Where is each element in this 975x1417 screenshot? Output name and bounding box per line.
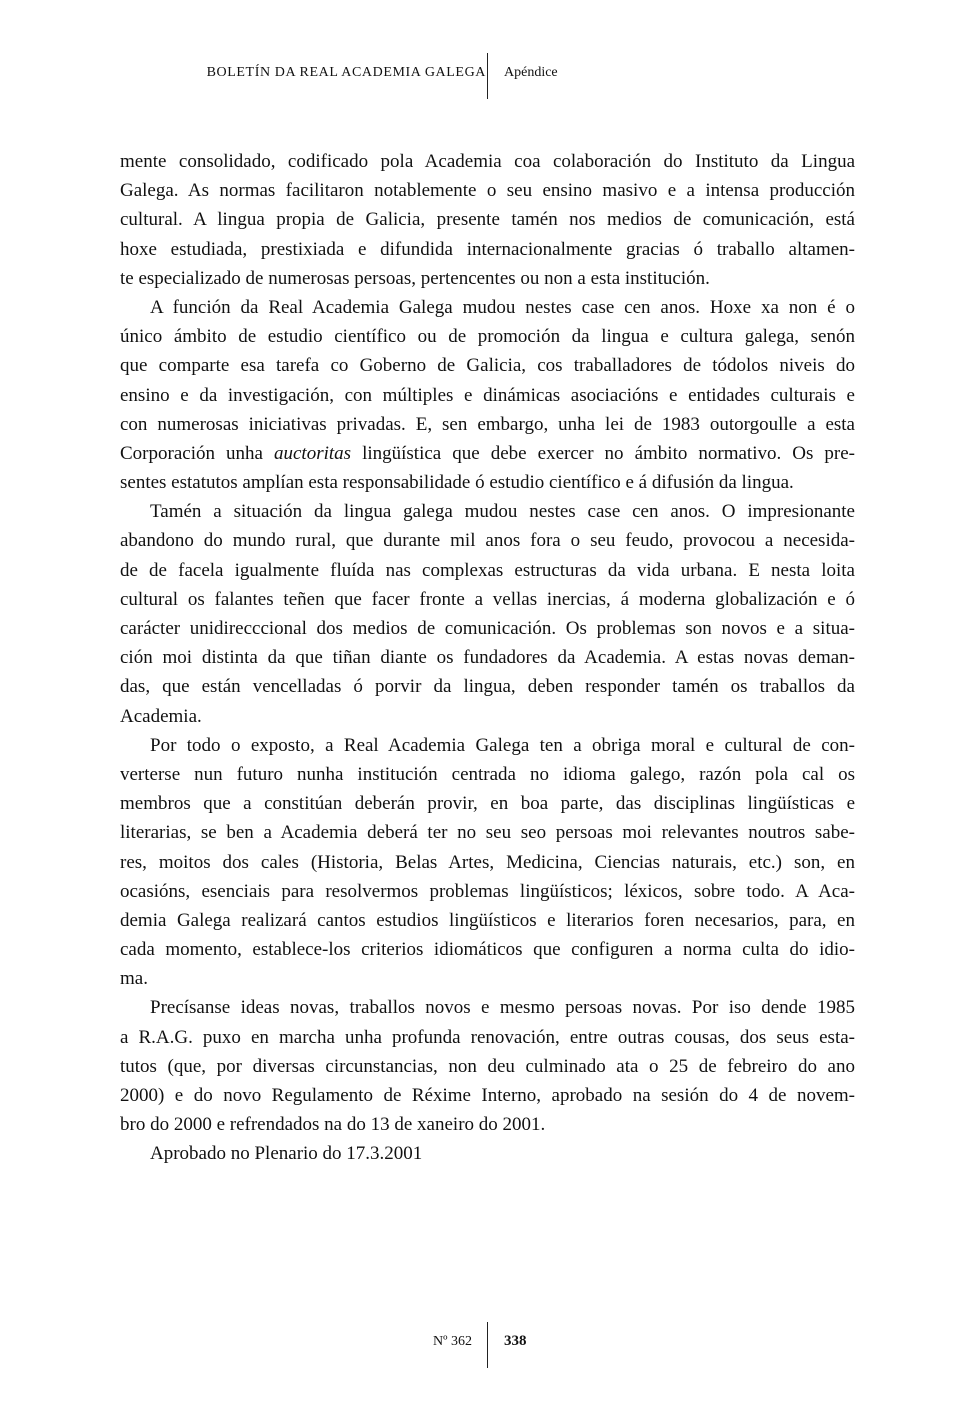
section-title: Apéndice: [504, 65, 558, 80]
footer-divider: [487, 1322, 488, 1368]
text-line: sentes estatutos amplían esta responsabilidade ó estudio científico e á difusión da lingua.: [120, 472, 794, 494]
approval-note: [120, 1139, 855, 1168]
text-line: ma.: [120, 968, 148, 990]
text-line: único ámbito de estudio científico ou de promoción da lingua e cultura galega, senón: [120, 326, 855, 348]
text-line: das, que están vencelladas ó porvir da lingua, deben responder tamén os traballos da: [120, 676, 855, 698]
text-line: cultural os falantes teñen que facer fronte a vellas inercias, á moderna globalización e ó: [120, 588, 855, 610]
body-text: [120, 147, 855, 1169]
text-line: Aprobado no Plenario do 17.3.2001: [150, 1143, 423, 1165]
text-line: Precísanse ideas novas, traballos novos e mesmo persoas novas. Por iso dende 1985: [150, 997, 855, 1019]
text-line: ensino e da investigación, con múltiples e dinámicas asociacións e entidades culturais e: [120, 384, 855, 406]
running-header: [0, 50, 975, 100]
text-line: bro do 2000 e refrendados na do 13 de xaneiro do 2001.: [120, 1114, 546, 1136]
text-line: cultural. A lingua propia de Galicia, presente tamén nos medios de comunicación, está: [120, 209, 855, 231]
text-line: literarias, se ben a Academia deberá ter no seu seo persoas moi relevantes noutros sabe-: [120, 822, 855, 844]
text-line: 2000) e do novo Regulamento de Réxime Interno, aprobado na sesión do 4 de novem-: [120, 1085, 855, 1106]
text-line: a R.A.G. puxo en marcha unha profunda renovación, entre outras cousas, dos seus esta-: [120, 1026, 855, 1048]
text-segment: Corporación unha: [120, 442, 274, 464]
text-line: abandono do mundo rural, que durante mil anos fora o seu feudo, provocou a necesida-: [120, 530, 855, 552]
text-line: de de facela igualmente fluída nas complexas estructuras da vida urbana. E nesta loita: [120, 559, 855, 581]
text-line: Academia.: [120, 705, 202, 727]
text-line: ocasións, esenciais para resolvermos problemas lingüísticos; léxicos, sobre todo. A Aca-: [120, 880, 855, 902]
text-line: Tamén a situación da lingua galega mudou nestes case cen anos. O impresionante: [150, 501, 855, 523]
text-line: tutos (que, por diversas circunstancias, non deu culminado ata o 25 de febreiro do ano: [120, 1055, 855, 1077]
italic-term: auctoritas: [273, 442, 352, 464]
paragraph: [120, 497, 855, 731]
paragraph: [120, 993, 855, 1139]
text-line: cada momento, establece-los criterios idiomáticos que configuren a norma culta do idio-: [120, 939, 855, 961]
header-divider: [487, 53, 488, 99]
text-line: A función da Real Academia Galega mudou nestes case cen anos. Hoxe xa non é o: [150, 296, 855, 318]
text-line: ción moi distinta da que tiñan diante os fundadores da Academia. A estas novas deman-: [120, 647, 855, 669]
text-line: con numerosas iniciativas privadas. E, sen embargo, unha lei de 1983 outorgoulle a esta: [120, 413, 855, 435]
paragraph: [120, 731, 855, 994]
page-footer: [0, 1320, 975, 1370]
journal-title: BOLETÍN DA REAL ACADEMIA GALEGA: [206, 65, 486, 80]
text-line: res, moitos dos cales (Historia, Belas Artes, Medicina, Ciencias naturais, etc.) son, en: [120, 851, 855, 873]
issue-number: Nº 362: [433, 1334, 472, 1349]
text-line: Por todo o exposto, a Real Academia Galega ten a obriga moral e cultural de con-: [150, 734, 855, 756]
text-line: verterse nun futuro nunha institución centrada no idioma galego, razón pola cal os: [120, 763, 855, 785]
paragraph: [120, 293, 855, 497]
text-segment: lingüística que debe exercer no ámbito normativo. Os pre-: [351, 442, 856, 464]
text-line: Galega. As normas facilitaron notablemente o seu ensino masivo e a intensa producción: [120, 180, 855, 202]
text-line: demia Galega realizará cantos estudios lingüísticos e literarios foren necesarios, para, en: [120, 909, 855, 931]
page-number: 338: [504, 1333, 527, 1349]
text-line: hoxe estudiada, prestixiada e difundida internacionalmente gracias ó traballo altamen-: [120, 238, 855, 260]
text-line: mente consolidado, codificado pola Academia coa colaboración do Instituto da Lingua: [120, 151, 855, 172]
text-line: membros que a constitúan deberán provir, en boa parte, das disciplinas lingüísticas e: [120, 793, 855, 815]
text-line: te especializado de numerosas persoas, pertencentes ou non a esta institución.: [120, 267, 710, 289]
text-line: que comparte esa tarefa co Goberno de Galicia, cos traballadores de tódolos niveis do: [120, 355, 855, 377]
paragraph: [120, 147, 855, 293]
text-line: [120, 439, 855, 468]
text-line: carácter unidirecccional dos medios de comunicación. Os problemas son novos e a situa-: [120, 618, 855, 639]
